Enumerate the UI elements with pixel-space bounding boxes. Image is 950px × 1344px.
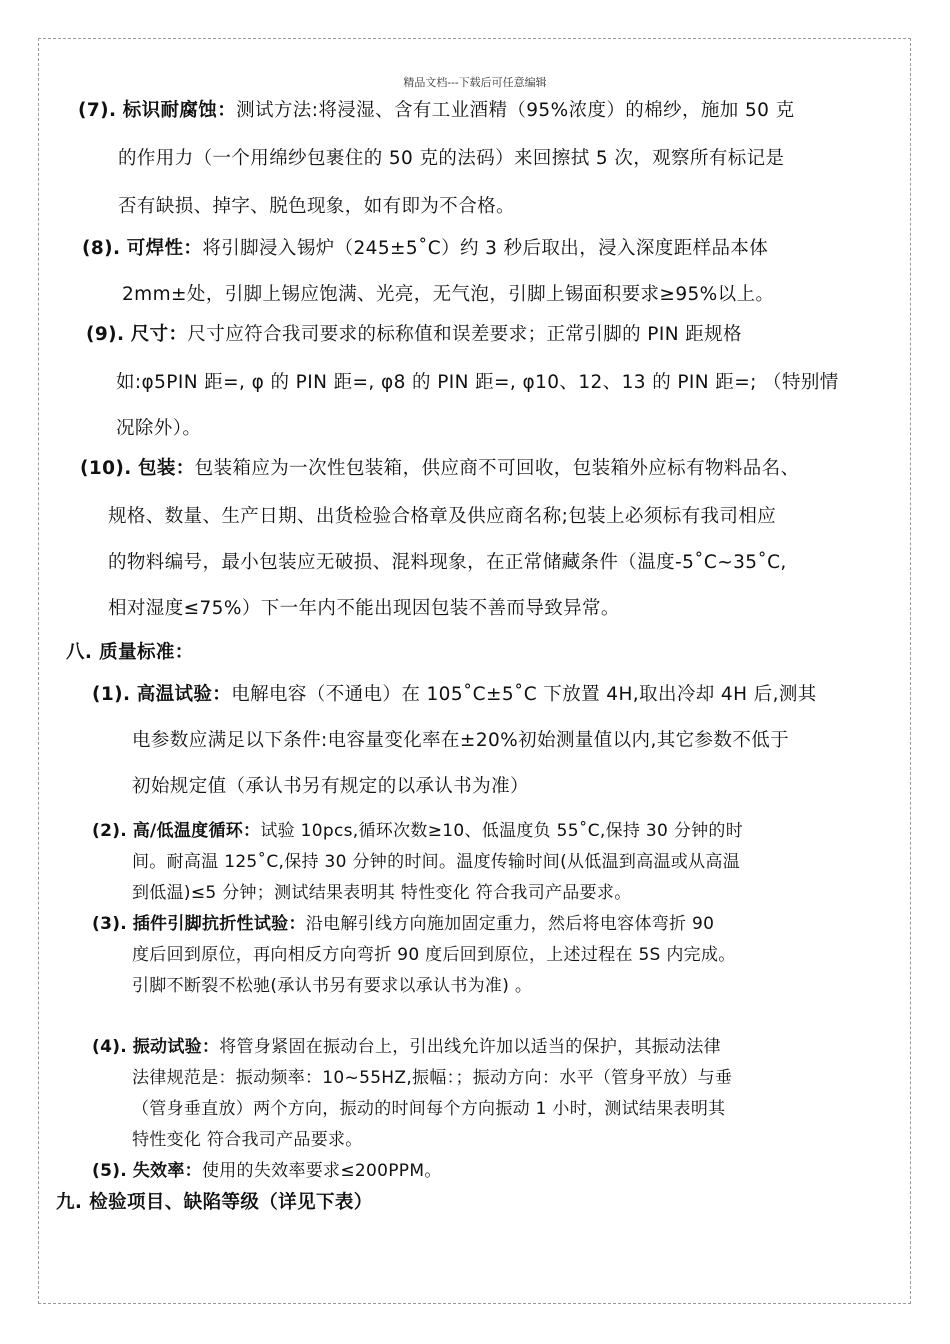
item-8-line-1: (8). 可焊性：将引脚浸入锡炉（245±5˚C）约 3 秒后取出，浸入深度距样品本体 <box>82 238 769 259</box>
item-10-title: 包装： <box>137 458 195 479</box>
test-1-number: (1). <box>92 684 131 705</box>
item-8-line-2: 2mm±处，引脚上锡应饱满、光亮，无气泡，引脚上锡面积要求≥95%以上。 <box>122 284 775 305</box>
test-1-line-3: 初始规定值（承认书另有规定的以承认书为准） <box>132 776 529 797</box>
test-3-number: (3). <box>92 914 128 934</box>
item-10-line-1: (10). 包装：包装箱应为一次性包装箱，供应商不可回收，包装箱外应标有物料品名、 <box>80 458 800 479</box>
test-2-line-1: (2). 高/低温度循环：试验 10pcs,循环次数≥10、低温度负 55˚C,保持 30 分钟的时 <box>92 821 744 841</box>
test-2-line-2: 间。耐高温 125˚C,保持 30 分钟的时间。温度传输时间(从低温到高温或从高温 <box>132 852 740 872</box>
test-2-number: (2). <box>92 821 128 841</box>
item-7-number: (7). <box>78 100 117 121</box>
item-9-line-1: (9). 尺寸：尺寸应符合我司要求的标称值和误差要求；正常引脚的 PIN 距规格 <box>86 324 742 345</box>
item-10-number: (10). <box>80 458 132 479</box>
item-9-line-2: 如:φ5PIN 距=, φ 的 PIN 距=, φ8 的 PIN 距=, φ10、12、13 的 PIN 距=; （特别情 <box>116 372 839 393</box>
test-2-line-3: 到低温)≤5 分钟；测试结果表明其 特性变化 符合我司产品要求。 <box>132 883 632 903</box>
test-3-line-2: 度后回到原位，再向相反方向弯折 90 度后回到原位，上述过程在 5S 内完成。 <box>132 945 736 965</box>
test-3-title: 插件引脚抗折性试验： <box>132 914 306 934</box>
item-9-title: 尺寸： <box>130 324 188 345</box>
test-1-title: 高温试验： <box>136 684 232 705</box>
test-5-line-1: (5). 失效率：使用的失效率要求≤200PPM。 <box>92 1161 442 1181</box>
item-9-number: (9). <box>86 324 125 345</box>
item-10-line-3: 的物料编号，最小包装应无破损、混料现象，在正常储藏条件（温度-5˚C~35˚C, <box>108 552 787 573</box>
item-7-line-2: 的作用力（一个用绵纱包裹住的 50 克的法码）来回擦拭 5 次，观察所有标记是 <box>118 148 785 169</box>
test-3-line-1: (3). 插件引脚抗折性试验：沿电解引线方向施加固定重力，然后将电容体弯折 90 <box>92 914 715 934</box>
test-1-line-2: 电参数应满足以下条件:电容量变化率在±20%初始测量值以内,其它参数不低于 <box>132 730 790 751</box>
test-3-line-3: 引脚不断裂不松驰(承认书另有要求以承认书为准) 。 <box>132 976 533 996</box>
section-9-heading: 九. 检验项目、缺陷等级（详见下表） <box>56 1192 373 1213</box>
item-8-number: (8). <box>82 238 121 259</box>
item-10-line-2: 规格、数量、生产日期、出货检验合格章及供应商名称;包装上必须标有我司相应 <box>108 506 777 527</box>
test-5-number: (5). <box>92 1161 128 1181</box>
test-1-line-1: (1). 高温试验：电解电容（不通电）在 105˚C±5˚C 下放置 4H,取出冷却 4H 后,测其 <box>92 684 817 705</box>
item-9-line-3: 况除外）。 <box>116 418 202 439</box>
item-7-line-1: (7). 标识耐腐蚀：测试方法:将浸湿、含有工业酒精（95%浓度）的棉纱，施加 50 克 <box>78 100 795 121</box>
page-header: 精品文档---下载后可任意编辑 <box>403 76 547 89</box>
test-5-title: 失效率： <box>132 1161 202 1181</box>
test-4-line-4: 特性变化 符合我司产品要求。 <box>132 1130 363 1150</box>
item-8-title: 可焊性： <box>126 238 203 259</box>
test-2-title: 高/低温度循环： <box>132 821 261 841</box>
section-8-heading: 八. 质量标准： <box>66 642 194 663</box>
item-7-title: 标识耐腐蚀： <box>122 100 237 121</box>
test-4-number: (4). <box>92 1037 128 1057</box>
test-4-line-2: 法律规范是：振动频率：10~55HZ,振幅：；振动方向：水平（管身平放）与垂 <box>132 1068 733 1088</box>
item-7-line-3: 否有缺损、掉字、脱色现象，如有即为不合格。 <box>118 196 515 217</box>
test-4-line-3: （管身垂直放）两个方向，振动的时间每个方向振动 1 小时，测试结果表明其 <box>132 1099 726 1119</box>
test-4-title: 振动试验： <box>132 1037 220 1057</box>
item-10-line-4: 相对湿度≤75%）下一年内不能出现因包装不善而导致异常。 <box>108 598 620 619</box>
test-4-line-1: (4). 振动试验：将管身紧固在振动台上，引出线允许加以适当的保护，其振动法律 <box>92 1037 721 1057</box>
